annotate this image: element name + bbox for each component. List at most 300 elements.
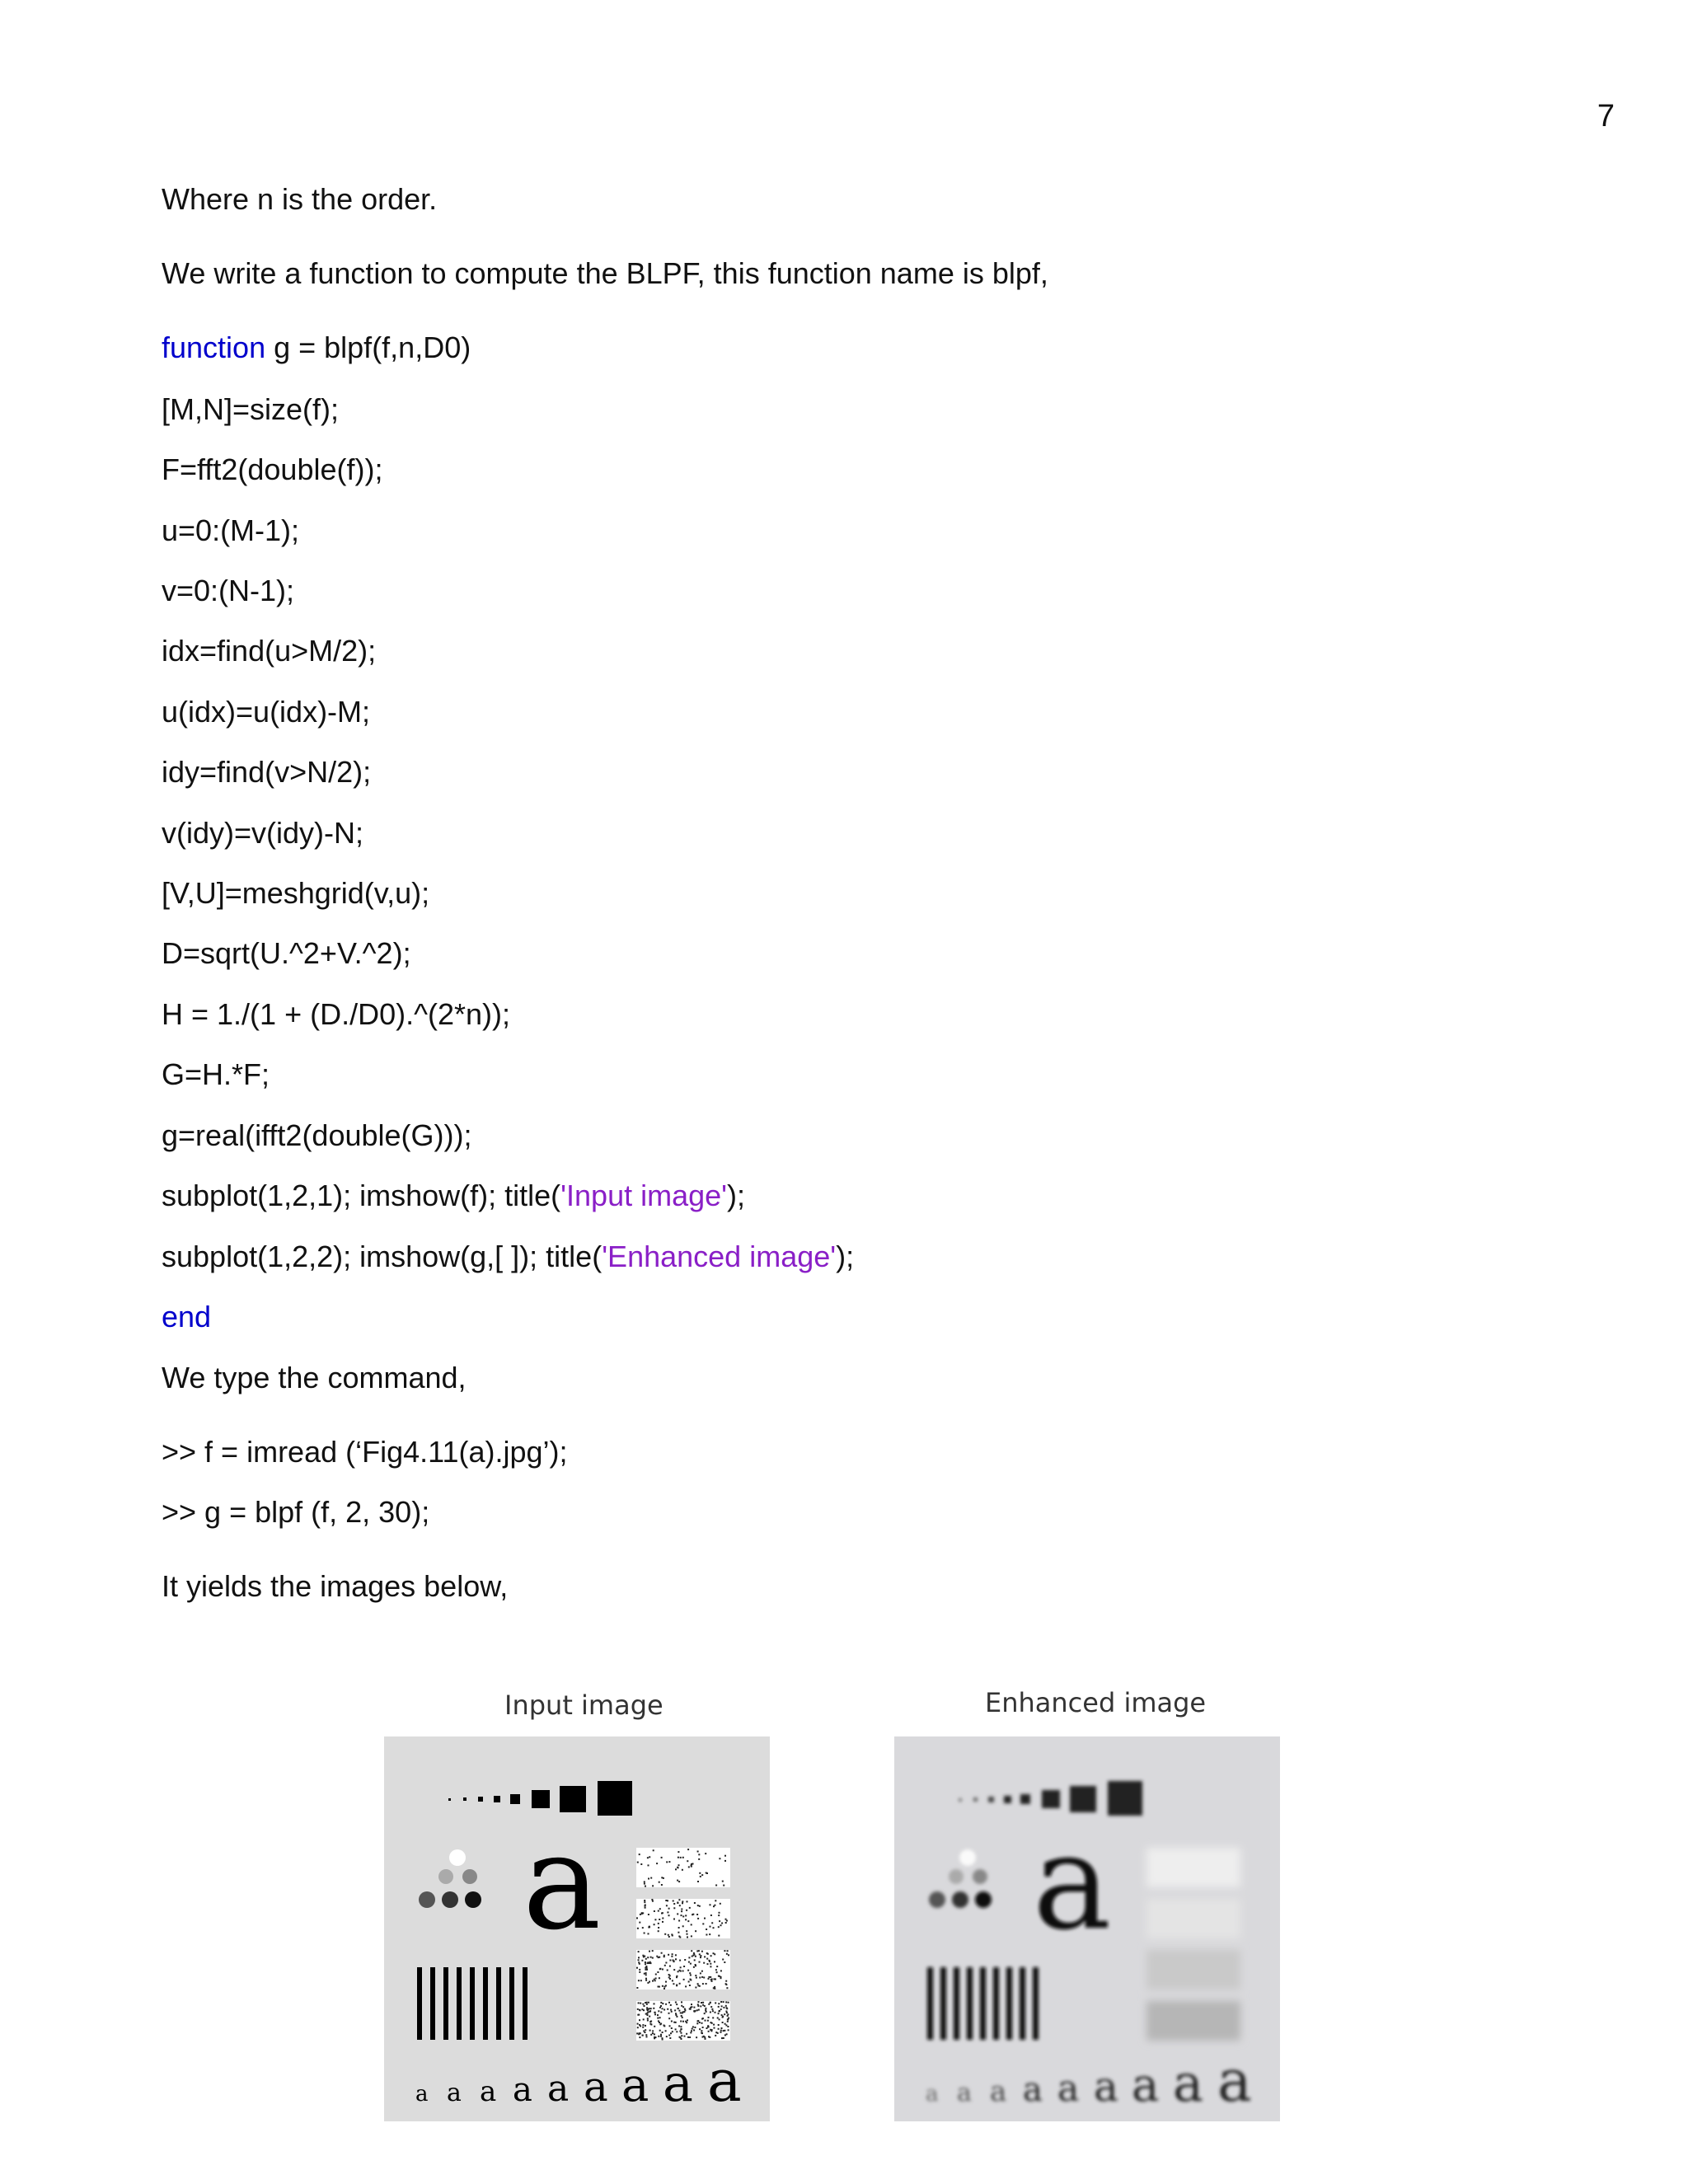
noise-speck [687,1937,688,1938]
noise-speck [647,1957,649,1958]
noise-speck [667,1900,668,1901]
noise-speck [652,1980,654,1982]
noise-speck [726,1953,728,1955]
code-line: D=sqrt(U.^2+V.^2); [162,936,411,970]
code-line: g=real(ifft2(double(G))); [162,1118,472,1152]
noise-speck [667,2008,668,2010]
noise-speck [657,2014,659,2016]
noise-speck [726,1920,728,1922]
noise-speck [687,2019,688,2021]
noise-speck [706,1934,707,1936]
noise-speck [687,1933,688,1935]
noise-speck [645,1958,647,1960]
noise-speck [687,1970,689,1971]
noise-speck [715,2002,716,2004]
noise-speck [724,1860,726,1862]
noise-speck [696,2009,698,2011]
noise-speck [705,2008,706,2009]
noise-speck [686,2033,687,2035]
noise-speck [724,2023,726,2025]
noise-speck [642,2004,644,2005]
noise-speck [659,2017,661,2018]
noise-speck [678,1927,680,1929]
noise-speck [654,2036,655,2038]
code-line: H = 1./(1 + (D./D0).^(2*n)); [162,997,510,1031]
noise-speck [711,1980,713,1982]
noise-speck [708,1976,710,1978]
noise-speck [698,1854,700,1855]
noise-speck [662,1921,663,1923]
noise-speck [708,2004,710,2005]
noise-speck [669,1966,671,1967]
noise-speck [708,2031,710,2032]
noise-speck [659,1957,660,1958]
noise-speck [659,2007,661,2008]
noise-speck [705,2020,706,2022]
noise-speck [724,1950,725,1952]
noise-speck [724,2030,725,2032]
noise-speck [710,2002,711,2004]
noise-speck [678,2025,680,2027]
noise-speck [695,1975,696,1976]
noise-speck [645,1961,646,1963]
noise-speck [696,1914,698,1915]
noise-speck [641,1960,643,1961]
noise-speck [690,2007,692,2008]
noise-speck [689,1972,691,1974]
noise-speck [695,1987,696,1989]
noise-speck [659,1977,660,1979]
noise-speck [681,2035,682,2036]
noise-speck [719,1858,720,1859]
noise-speck [637,1862,639,1863]
noise-speck [658,2010,659,2012]
noise-speck [725,2001,727,2003]
noise-speck [670,2032,672,2034]
noise-speck [710,2006,712,2008]
noise-speck [646,2004,648,2005]
noise-speck [673,1907,675,1909]
subplot2-suffix: ); [836,1240,855,1273]
noise-speck [637,2023,639,2025]
noise-speck [688,1866,690,1868]
noise-speck [724,2013,725,2015]
noise-speck [707,2027,709,2028]
noise-speck [645,1974,647,1975]
noise-speck [712,2017,714,2018]
noise-speck [638,1951,640,1952]
noise-speck [662,2039,663,2041]
noise-speck [700,2005,701,2007]
noise-speck [695,1956,696,1957]
noise-speck [659,1919,660,1920]
noise-speck [691,1866,692,1868]
noise-speck [648,1914,649,1915]
noise-speck [690,1979,692,1980]
noise-speck [692,1955,694,1957]
noise-speck [647,2018,649,2019]
noise-speck [664,1965,666,1966]
noise-speck [713,1952,715,1954]
noise-speck [709,1933,710,1935]
noise-speck [658,1910,659,1912]
letter: a [926,2082,939,2107]
noise-speck [660,2012,662,2013]
noise-speck [708,1978,710,1980]
noise-speck [668,1934,669,1936]
noise-speck [673,1969,675,1971]
noise-speck [650,2024,652,2026]
noise-speck [678,2008,679,2009]
noise-speck [719,2018,720,2020]
noise-speck [698,1858,700,1860]
noise-speck [725,2024,727,2026]
noise-speck [701,2022,703,2024]
code-line: v(idy)=v(idy)-N; [162,816,364,850]
subplot1-string: 'Input image' [560,1179,728,1212]
noise-speck [665,1981,667,1983]
noise-speck [710,1926,711,1928]
noise-speck [701,2030,702,2032]
code-line: v=0:(N-1); [162,574,295,607]
noise-speck [699,1985,701,1987]
noise-speck [680,1857,682,1858]
noise-speck [673,1919,675,1920]
noise-speck [680,2012,682,2013]
noise-speck [720,2001,722,2003]
noise-speck [673,1900,674,1902]
noise-speck [702,2036,704,2038]
noise-speck [697,2020,699,2022]
letter: a [663,2053,693,2113]
noise-speck [718,1935,720,1937]
noise-speck [649,2016,650,2018]
noise-speck [678,1881,680,1882]
noise-speck [695,1930,696,1932]
noise-speck [675,2002,677,2004]
noise-speck [681,1915,682,1916]
noise-speck [641,2008,643,2010]
noise-speck [724,1961,725,1963]
noise-speck [637,2008,639,2010]
noise-speck [713,1905,715,1907]
noise-speck [720,2008,722,2010]
noise-speck [642,1955,644,1957]
letter: a [1057,2068,1080,2110]
noise-speck [697,2005,699,2007]
noise-speck [675,1958,677,1960]
input-image [384,1736,770,2121]
noise-speck [707,2020,709,2022]
subplot2-prefix: subplot(1,2,2); imshow(g,[ ]); title( [162,1240,603,1273]
noise-speck [719,1920,720,1922]
noise-speck [673,1983,674,1985]
letter: a [547,2068,570,2110]
noise-speck [710,1963,711,1965]
noise-speck [668,1936,670,1938]
command-intro: We type the command, [162,1361,467,1394]
noise-speck [677,1867,678,1868]
noise-speck [699,1953,701,1955]
noise-speck [726,2033,728,2035]
noise-speck [673,2022,675,2023]
noise-speck [700,1955,701,1957]
noise-speck [687,1849,689,1850]
noise-speck [647,2014,649,2016]
noise-speck [694,2027,696,2028]
noise-speck [647,2009,649,2011]
noise-speck [715,1900,716,1901]
noise-speck [663,1956,665,1957]
noise-speck [711,1922,713,1924]
noise-speck [662,1918,663,1919]
noise-speck [706,1958,708,1960]
input-image-title: Input image [504,1690,663,1721]
noise-speck [702,1923,704,1924]
noise-speck [665,1962,667,1964]
input-image-graphic [384,1736,770,2121]
noise-speck [687,2036,689,2038]
letter: a [707,2047,742,2115]
noise-speck [669,2025,671,2027]
noise-speck [662,2008,663,2009]
noise-speck [682,1857,684,1858]
noise-speck [701,2032,702,2034]
noise-speck [699,1977,701,1979]
noise-speck [676,2031,678,2032]
noise-speck [640,2009,641,2011]
noise-speck [662,2003,663,2004]
noise-speck [678,1899,680,1900]
noise-speck [678,1864,680,1866]
noise-speck [724,1855,726,1857]
noise-speck [704,2013,706,2014]
intro-line-1: Where n is the order. [162,182,438,216]
noise-speck [710,1904,711,1905]
noise-speck [728,2029,729,2031]
noise-speck [678,1971,679,1972]
noise-speck [701,1976,703,1978]
noise-speck [679,1960,681,1961]
noise-speck [722,1959,724,1961]
noise-speck [668,2018,670,2019]
noise-speck [700,1957,701,1958]
noise-speck [722,2016,724,2018]
noise-speck [670,2004,672,2006]
noise-speck [685,2021,687,2022]
noise-speck [643,2018,645,2020]
noise-speck [678,1857,679,1858]
noise-speck [669,2037,671,2039]
noise-speck [648,1933,649,1934]
noise-speck [725,1922,727,1924]
noise-speck [638,2014,640,2016]
noise-speck [640,2025,641,2027]
noise-speck [659,2030,661,2032]
code-line: u=0:(M-1); [162,513,300,547]
subplot2-string: 'Enhanced image' [602,1240,837,1273]
noise-speck [698,2009,700,2011]
noise-speck [653,2008,654,2009]
noise-speck [650,1877,652,1879]
noise-speck [644,1883,645,1885]
noise-speck [693,2029,695,2031]
noise-speck [689,1985,691,1986]
noise-speck [672,2031,673,2032]
noise-speck [702,2018,704,2019]
noise-speck [700,1972,701,1974]
noise-speck [703,1977,705,1979]
noise-speck [690,1963,692,1965]
noise-speck [697,1851,699,1853]
noise-speck [649,1856,650,1858]
noise-speck [722,1881,724,1882]
letter: a [1217,2047,1252,2115]
noise-speck [646,2036,648,2037]
noise-speck [675,1868,677,1870]
noise-speck [658,1986,659,1988]
code-subplot1-line [162,1178,745,1214]
noise-speck [723,2037,724,2039]
noise-speck [675,1954,677,1956]
noise-speck [660,2034,662,2036]
noise-speck [718,2013,720,2014]
noise-speck [671,2021,673,2022]
noise-speck [666,1861,668,1863]
noise-speck [710,1966,711,1967]
noise-speck [710,1915,712,1916]
noise-speck [645,1963,646,1965]
noise-speck [668,2002,670,2004]
noise-speck [645,2025,646,2027]
noise-speck [682,2013,683,2014]
noise-speck [705,1853,706,1854]
noise-speck [718,2006,720,2008]
noise-speck [706,1983,707,1985]
noise-speck [708,2036,710,2037]
noise-speck [699,1961,701,1963]
noise-speck [667,1970,668,1971]
noise-speck [706,1872,707,1874]
noise-speck [654,1979,655,1980]
noise-speck [696,1977,697,1979]
noise-speck [668,1915,670,1916]
noise-speck [639,2032,640,2034]
noise-speck [726,1987,728,1989]
code-line: [V,U]=meshgrid(v,u); [162,876,430,910]
noise-speck [718,2028,720,2030]
noise-speck [681,1910,682,1912]
letter: a [513,2071,532,2109]
noise-speck [696,2022,698,2024]
noise-speck [677,1913,678,1915]
noise-speck [722,2022,724,2023]
noise-speck [689,2008,691,2010]
noise-speck [686,1930,687,1932]
noise-speck [676,2004,678,2005]
noise-speck [693,2010,695,2012]
noise-speck [668,2013,670,2014]
noise-speck [658,1930,659,1932]
noise-speck [715,2032,717,2033]
noise-speck [639,1963,640,1965]
noise-speck [677,1880,678,1882]
noise-speck [679,2031,681,2032]
noise-speck [723,1885,724,1886]
noise-speck [650,2034,652,2036]
noise-speck [649,2030,651,2032]
noise-speck [689,1907,691,1909]
noise-speck [647,2020,649,2022]
noise-speck [698,2001,700,2003]
noise-speck [682,1869,683,1871]
letter: a [480,2075,497,2108]
noise-speck [718,2010,720,2012]
noise-speck [672,1953,673,1955]
noise-speck [654,2003,655,2004]
noise-speck [692,2026,694,2027]
noise-speck [655,1974,657,1975]
noise-speck [640,1914,641,1915]
noise-speck [675,2013,677,2014]
noise-speck [672,1980,673,1981]
noise-speck [683,1979,685,1980]
noise-speck [694,1959,696,1961]
noise-speck [645,2034,647,2036]
noise-speck [661,1952,663,1954]
noise-speck [683,1966,685,1967]
noise-speck [681,2028,682,2030]
noise-speck [702,2004,704,2006]
noise-speck [669,1960,671,1961]
noise-speck [644,1933,645,1934]
noise-speck [706,2011,707,2013]
noise-speck [717,2018,719,2019]
noise-speck [720,1924,722,1926]
noise-speck [691,2030,692,2032]
noise-speck [688,1981,690,1983]
noise-speck [647,1961,649,1963]
noise-speck [651,1899,653,1900]
noise-speck [725,2005,727,2007]
noise-speck [643,2030,645,2032]
noise-speck [658,2036,659,2037]
noise-speck [716,1971,718,1973]
noise-speck [649,1926,650,1928]
noise-speck [682,1971,684,1972]
noise-speck [697,1905,699,1906]
noise-speck [644,1901,645,1903]
noise-speck [697,1881,699,1882]
noise-speck [727,2013,729,2015]
function-signature: g = blpf(f,n,D0) [265,330,471,364]
noise-speck [693,1966,695,1968]
noise-speck [668,1861,670,1863]
noise-speck [639,1922,640,1924]
noise-speck [681,2032,682,2034]
noise-speck [721,2005,723,2007]
enhanced-image-title: Enhanced image [985,1687,1207,1718]
noise-speck [679,1937,681,1938]
noise-speck [639,1971,640,1973]
code-line: F=fft2(double(f)); [162,452,383,486]
noise-speck [699,2022,701,2023]
noise-speck [654,2026,655,2027]
noise-speck [692,2028,693,2030]
noise-speck [699,2028,701,2030]
noise-speck [675,2028,677,2030]
noise-speck [720,1903,721,1905]
